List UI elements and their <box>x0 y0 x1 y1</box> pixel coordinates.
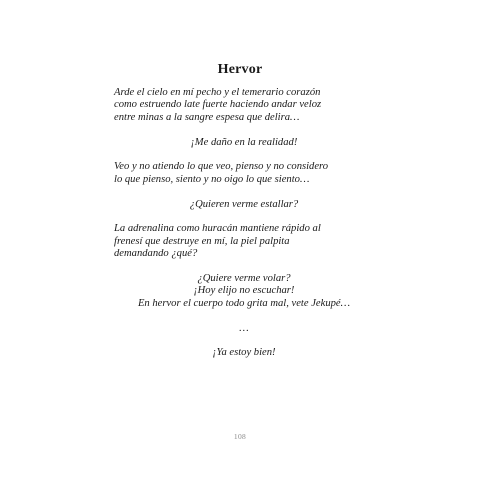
stanza-6 <box>114 273 374 310</box>
poem-line: Veo y no atiendo lo que veo, pienso y no considero <box>114 161 329 173</box>
stanza-5 <box>114 223 374 260</box>
poem-line: frenesí que destruye en mí, la piel palpita <box>114 235 290 247</box>
poem-line: como estruendo late fuerte haciendo andar veloz <box>114 99 322 111</box>
stanza-3 <box>114 161 374 186</box>
poem-line: ¡Ya estoy bien! <box>212 347 276 359</box>
stanza-7 <box>114 323 374 335</box>
poem-line: ¡Hoy elijo no escuchar! <box>193 285 295 297</box>
stanza-1 <box>114 87 374 124</box>
poem-line: Arde el cielo en mí pecho y el temerario corazón <box>114 87 321 98</box>
poem-body <box>114 87 374 372</box>
poem-line: lo que pienso, siento y no oigo lo que siento… <box>114 173 310 185</box>
poem-line: La adrenalina como huracán mantiene rápido al <box>114 223 321 235</box>
poem-line: ¡Me daño en la realidad! <box>190 136 298 148</box>
poem-title: Hervor <box>217 62 263 77</box>
poem-line: demandando ¿qué? <box>114 248 198 260</box>
page-number: 108 <box>233 432 247 441</box>
poem-line: … <box>239 322 249 334</box>
poem-line: ¿Quiere verme volar? <box>197 273 291 285</box>
poem-line: ¿Quieren verme estallar? <box>189 198 299 210</box>
stanza-4 <box>114 199 374 211</box>
stanza-8 <box>114 347 374 359</box>
poem-line: En hervor el cuerpo todo grita mal, vete Jekupé… <box>137 297 351 309</box>
stanza-2 <box>114 137 374 149</box>
poem-line: entre minas a la sangre espesa que delira… <box>114 111 300 123</box>
